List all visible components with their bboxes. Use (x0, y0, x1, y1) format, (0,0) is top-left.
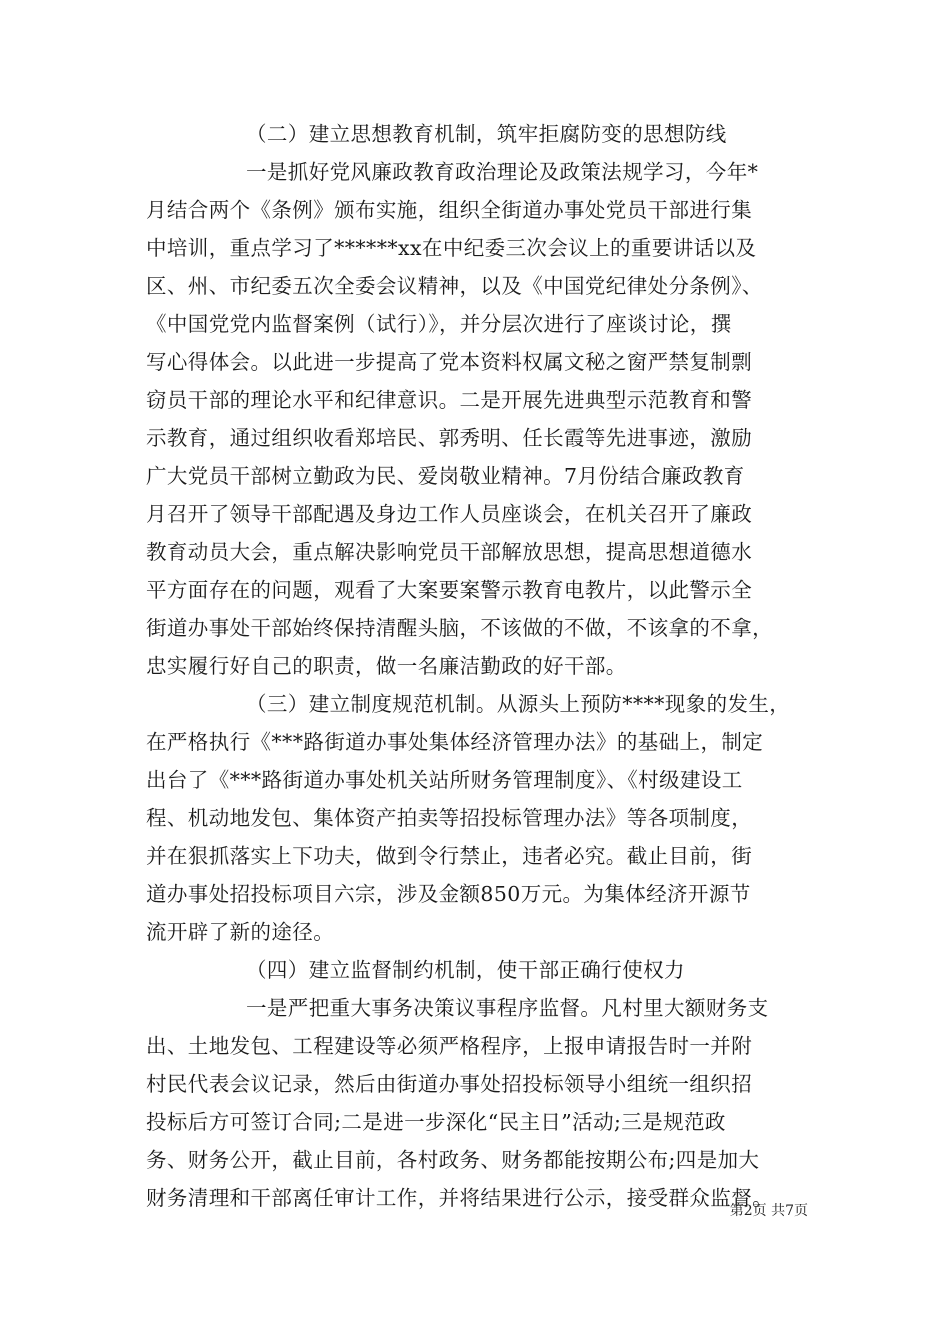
paragraph-line: 程、机动地发包、集体资产拍卖等招投标管理办法》等各项制度， (146, 806, 753, 830)
paragraph-line: 道办事处招投标项目六宗，涉及金额850万元。为集体经济开源节 (146, 882, 751, 906)
paragraph-line: 忠实履行好自己的职责，做一名廉洁勤政的好干部。 (146, 654, 627, 678)
paragraph-line: 出、土地发包、工程建设等必须严格程序，上报申请报告时一并附 (146, 1034, 753, 1058)
paragraph-line: 街道办事处干部始终保持清醒头脑，不该做的不做，不该拿的不拿， (146, 616, 773, 640)
page-number-footer: 第2页 共7页 (729, 1203, 808, 1219)
paragraph-line: 写心得体会。以此进一步提高了党本资料权属文秘之窗严禁复制剽 (146, 350, 753, 374)
paragraph-line: 并在狠抓落实上下功夫，做到令行禁止，违者必究。截止目前，街 (146, 844, 753, 868)
paragraph-line: 中培训，重点学习了******xx在中纪委三次会议上的重要讲话以及 (146, 236, 757, 260)
paragraph-line: 月结合两个《条例》颁布实施，组织全街道办事处党员干部进行集 (146, 198, 753, 222)
paragraph-line: 广大党员干部树立勤政为民、爱岗敬业精神。7月份结合廉政教育 (146, 464, 745, 488)
paragraph-line: 《中国党党内监督案例（试行）》，并分层次进行了座谈讨论，撰 (146, 312, 732, 336)
section-heading-two: （二）建立思想教育机制，筑牢拒腐防变的思想防线 (246, 122, 727, 146)
paragraph-line: 教育动员大会，重点解决影响党员干部解放思想，提高思想道德水 (146, 540, 753, 564)
paragraph-line: 窃员干部的理论水平和纪律意识。二是开展先进典型示范教育和警 (146, 388, 753, 412)
paragraph-line: 流开辟了新的途径。 (146, 920, 335, 944)
paragraph-line: 一是抓好党风廉政教育政治理论及政策法规学习，今年* (246, 160, 759, 184)
paragraph-line: 示教育，通过组织收看郑培民、郭秀明、任长霞等先进事迹，激励 (146, 426, 753, 450)
paragraph-line: 村民代表会议记录，然后由街道办事处招投标领导小组统一组织招 (146, 1072, 753, 1096)
paragraph-line: 财务清理和干部离任审计工作，并将结果进行公示，接受群众监督。 (146, 1186, 773, 1210)
paragraph-line: 月召开了领导干部配遇及身边工作人员座谈会，在机关召开了廉政 (146, 502, 753, 526)
paragraph-line: 一是严把重大事务决策议事程序监督。凡村里大额财务支 (246, 996, 769, 1020)
paragraph-line: 在严格执行《***路街道办事处集体经济管理办法》的基础上，制定 (146, 730, 764, 754)
section-heading-four: （四）建立监督制约机制，使干部正确行使权力 (246, 958, 685, 982)
paragraph-line: 投标后方可签订合同;二是进一步深化“民主日”活动;三是规范政 (146, 1110, 726, 1134)
paragraph-line: 区、州、市纪委五次全委会议精神，以及《中国党纪律处分条例》、 (146, 274, 763, 298)
paragraph-line: 出台了《***路街道办事处机关站所财务管理制度》、《村级建设工 (146, 768, 743, 792)
section-heading-three: （三）建立制度规范机制。从源头上预防****现象的发生， (246, 692, 791, 716)
paragraph-line: 平方面存在的问题，观看了大案要案警示教育电教片，以此警示全 (146, 578, 753, 602)
paragraph-line: 务、财务公开，截止目前，各村政务、财务都能按期公布;四是加大 (146, 1148, 760, 1172)
